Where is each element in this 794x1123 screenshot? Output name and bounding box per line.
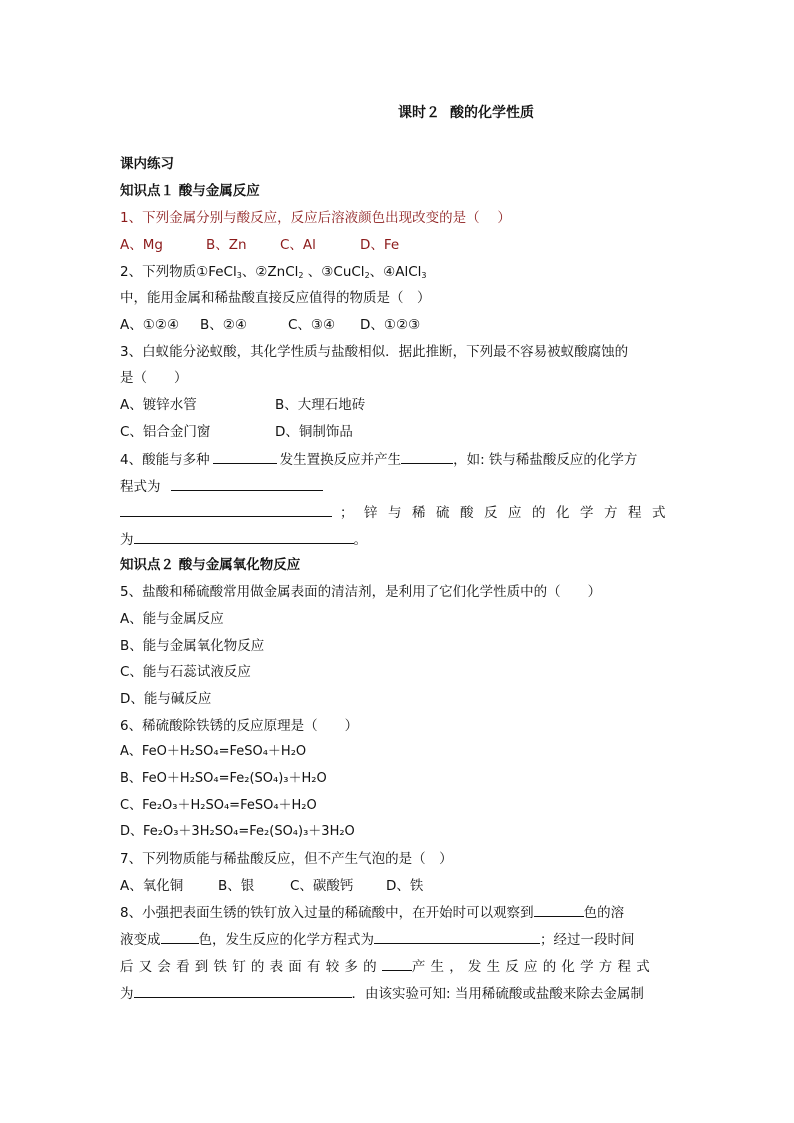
- option-b: B、大理石地砖: [275, 397, 366, 413]
- section-heading: 课内练习: [120, 156, 174, 172]
- question-8-line2: [120, 929, 680, 950]
- question-7-options: [120, 876, 680, 896]
- option-d: D、Fe: [360, 237, 400, 253]
- page-title: [398, 102, 544, 122]
- q2-sub1: 3: [236, 271, 242, 280]
- option-b: B、②④: [200, 317, 247, 333]
- q4-text-f: 为: [120, 532, 134, 548]
- option-b: B、银: [218, 878, 255, 894]
- question-2-options: [120, 315, 680, 335]
- answer-blank[interactable]: [161, 929, 199, 944]
- knowledge-point-1: 知识点１ 酸与金属反应: [120, 183, 260, 199]
- lesson-number: 课时２: [398, 105, 440, 121]
- question-6-option-d: D、Fe₂O₃＋3H₂SO₄=Fe₂(SO₄)₃＋3H₂O: [120, 824, 355, 839]
- q4-text-e: ；锌与稀硫酸反应的化学方程式: [340, 505, 676, 521]
- question-3-stem-b: 是（ ）: [120, 370, 188, 386]
- question-5-option-c: C、能与石蕊试液反应: [120, 664, 251, 680]
- q4-text-b: 发生置换反应并产生: [279, 452, 402, 468]
- q2-sub3: 2: [364, 271, 370, 280]
- answer-blank[interactable]: [134, 983, 352, 998]
- question-8-line3: [120, 956, 680, 977]
- question-5-option-b: B、能与金属氧化物反应: [120, 638, 265, 654]
- option-a: A、氧化铜: [120, 878, 184, 894]
- question-6-stem: 6、稀硫酸除铁锈的反应原理是（ ）: [120, 718, 359, 734]
- q8-text-2a: 液变成: [120, 932, 161, 948]
- question-2-stem-b: 中，能用金属和稀盐酸直接反应值得的物质是（ ）: [120, 290, 431, 306]
- q2-item3: 、③CuCl: [303, 264, 365, 280]
- option-d: D、①②③: [360, 317, 421, 333]
- question-6-option-c: C、Fe₂O₃＋H₂SO₄=FeSO₄＋H₂O: [120, 798, 317, 813]
- question-1-stem: 1、下列金属分别与酸反应，反应后溶液颜色出现改变的是（ ）: [120, 210, 511, 226]
- answer-blank[interactable]: [401, 449, 453, 464]
- q8-text-2c: ；经过一段时间: [540, 932, 635, 948]
- answer-blank[interactable]: [382, 956, 412, 971]
- answer-blank[interactable]: [120, 502, 332, 517]
- question-4-line3: [120, 502, 680, 523]
- q4-text-d: 程式为: [120, 479, 161, 495]
- option-d: D、铁: [386, 878, 424, 894]
- option-d: D、铜制饰品: [275, 424, 353, 440]
- answer-blank[interactable]: [534, 902, 584, 917]
- q8-text-3a: 后又会看到铁钉的表面有较多的: [120, 959, 382, 975]
- q4-text-a: 4、酸能与多种: [120, 452, 210, 468]
- option-c: C、③④: [288, 317, 336, 333]
- option-b: B、Zn: [206, 237, 247, 253]
- q8-text-1b: 色的溶: [583, 905, 625, 921]
- question-5-option-a: A、能与金属反应: [120, 611, 224, 627]
- question-3-options-row1: [120, 395, 680, 415]
- question-4-line2: [120, 476, 680, 497]
- question-8-line4: [120, 983, 680, 1004]
- answer-blank[interactable]: [134, 529, 354, 544]
- q8-text-4b: ．由该实验可知: 当用稀硫酸或盐酸来除去金属制: [351, 986, 644, 1002]
- question-5-stem: 5、盐酸和稀硫酸常用做金属表面的清洁剂，是利用了它们化学性质中的（ ）: [120, 584, 602, 600]
- option-c: C、铝合金门窗: [120, 424, 211, 440]
- q2-lead: 2、下列物质: [120, 264, 197, 280]
- option-a: A、Mg: [120, 237, 163, 253]
- question-6-option-a: A、FeO＋H₂SO₄=FeSO₄＋H₂O: [120, 744, 307, 759]
- option-a: A、①②④: [120, 317, 180, 333]
- q2-item1: ①FeCl: [196, 264, 237, 280]
- question-3-options-row2: [120, 422, 680, 442]
- question-1-options: [120, 235, 680, 255]
- answer-blank[interactable]: [213, 449, 277, 464]
- q2-sub4: 3: [421, 271, 427, 280]
- question-7-stem: 7、下列物质能与稀盐酸反应，但不产生气泡的是（ ）: [120, 851, 453, 867]
- question-2-stem-a: [120, 262, 680, 282]
- q8-text-3b: 产生，发生反应的化学方程式: [411, 959, 655, 975]
- lesson-name: 酸的化学性质: [450, 105, 534, 121]
- option-c: C、Al: [280, 237, 316, 253]
- question-6-option-b: B、FeO＋H₂SO₄=Fe₂(SO₄)₃＋H₂O: [120, 771, 327, 786]
- question-4-line1: [120, 449, 680, 470]
- question-5-option-d: D、能与碱反应: [120, 691, 212, 707]
- question-3-stem-a: 3、白蚁能分泌蚁酸，其化学性质与盐酸相似．据此推断，下列最不容易被蚁酸腐蚀的: [120, 344, 629, 360]
- q4-text-g: 。: [353, 532, 367, 548]
- q4-text-c: ，如: 铁与稀盐酸反应的化学方: [453, 452, 638, 468]
- q8-text-4a: 为: [120, 986, 134, 1002]
- knowledge-point-2: 知识点２ 酸与金属氧化物反应: [120, 557, 301, 573]
- answer-blank[interactable]: [171, 476, 323, 491]
- answer-blank[interactable]: [374, 929, 540, 944]
- q2-sub2: 2: [298, 271, 304, 280]
- q2-item2: 、②ZnCl: [241, 264, 299, 280]
- option-a: A、镀锌水管: [120, 397, 197, 413]
- option-c: C、碳酸钙: [290, 878, 354, 894]
- question-4-line4: [120, 529, 680, 550]
- question-8-line1: [120, 902, 680, 923]
- q2-item4: 、④AlCl: [369, 264, 422, 280]
- q8-text-1a: 8、小强把表面生锈的铁钉放入过量的稀硫酸中，在开始时可以观察到: [120, 905, 534, 921]
- q8-text-2b: 色，发生反应的化学方程式为: [198, 932, 374, 948]
